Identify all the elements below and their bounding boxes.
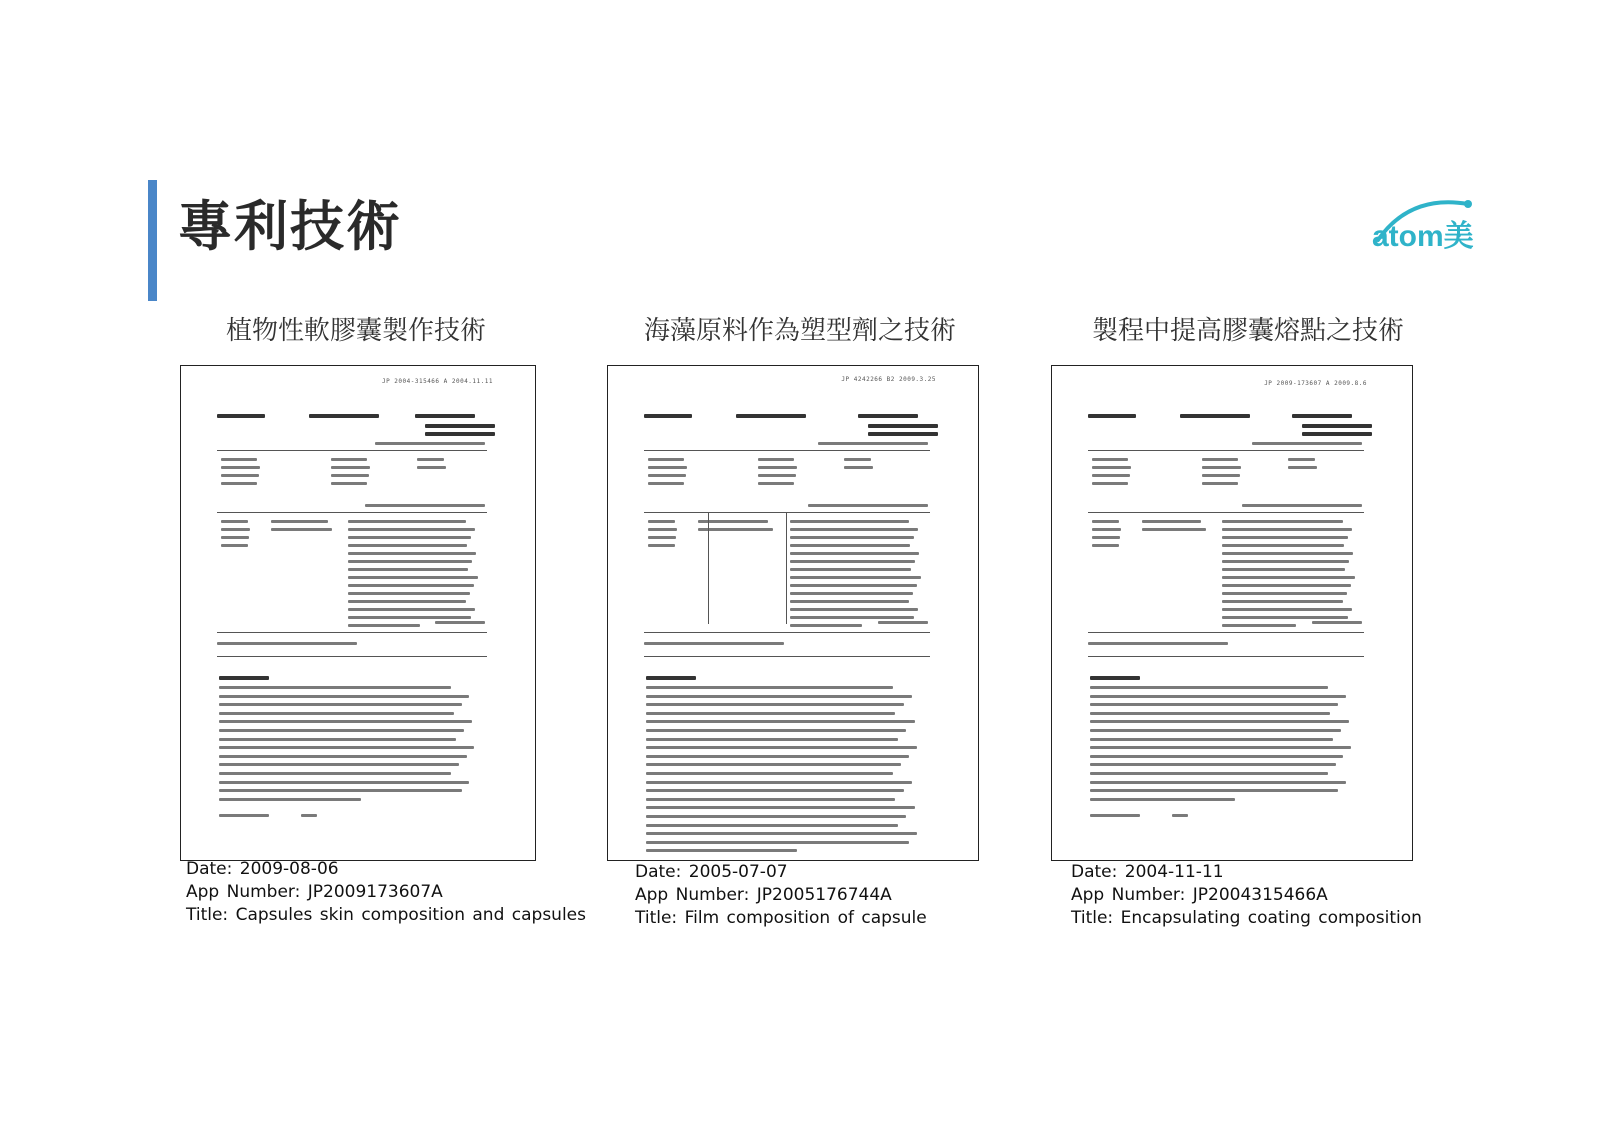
scanned-rule-line (1088, 656, 1364, 657)
scanned-text-line (1092, 536, 1120, 539)
scanned-text-line (646, 695, 912, 698)
page-title: 專利技術 (178, 195, 402, 258)
scanned-text-line (758, 458, 794, 461)
scanned-text-line (348, 520, 466, 523)
scanned-text-line (1312, 621, 1362, 624)
scanned-text-line (736, 414, 806, 418)
scanned-text-line (646, 815, 906, 818)
scanned-text-line (348, 624, 420, 627)
scanned-text-line (1142, 520, 1201, 523)
app-number-line: App Number: JP2009173607A (186, 882, 443, 902)
scanned-text-line (1088, 642, 1228, 645)
scanned-text-line (309, 414, 379, 418)
scanned-text-line (348, 608, 475, 611)
scanned-text-line (646, 676, 696, 680)
scanned-text-line (348, 576, 478, 579)
scanned-text-line (219, 789, 462, 792)
scanned-text-line (1090, 746, 1351, 749)
scanned-text-line (646, 789, 904, 792)
column-1-metadata (186, 858, 586, 927)
scanned-text-line (1090, 814, 1140, 817)
scanned-text-line (219, 738, 456, 741)
date-line: Date: 2005-07-07 (635, 862, 788, 882)
scanned-rule-line (217, 450, 487, 451)
scanned-text-line (648, 466, 687, 469)
scanned-text-line (1090, 798, 1235, 801)
scanned-text-line (348, 560, 473, 563)
scanned-text-line (219, 676, 269, 680)
scanned-text-line (648, 458, 684, 461)
scanned-rule-line (644, 632, 930, 633)
scanned-rule-line (708, 512, 709, 624)
scanned-text-line (646, 763, 901, 766)
scanned-text-line (348, 600, 466, 603)
app-number-line: App Number: JP2004315466A (1071, 885, 1328, 905)
scanned-text-line (219, 772, 451, 775)
scanned-text-line (1202, 466, 1241, 469)
app-number-value: JP2005176744A (756, 885, 892, 905)
scanned-text-line (790, 528, 918, 531)
scanned-text-line (1090, 781, 1346, 784)
scanned-text-line (790, 584, 917, 587)
scanned-text-line (1302, 432, 1372, 436)
title-value: Encapsulating coating composition (1120, 908, 1422, 928)
scanned-text-line (646, 746, 917, 749)
column-1-heading: 植物性軟膠囊製作技術 (225, 316, 487, 346)
scanned-text-line (1090, 695, 1346, 698)
scanned-text-line (1092, 544, 1119, 547)
date-value: 2004-11-11 (1124, 862, 1224, 882)
scanned-text-line (646, 729, 906, 732)
scanned-text-line (790, 576, 921, 579)
scanned-text-line (221, 474, 259, 477)
scanned-text-line (648, 474, 686, 477)
scanned-text-line (808, 504, 928, 507)
scanned-text-line (758, 466, 797, 469)
scanned-text-line (219, 720, 472, 723)
column-3-metadata (1071, 861, 1422, 930)
scanned-text-line (219, 729, 464, 732)
scanned-rule-line (1088, 450, 1364, 451)
scanned-text-line (1222, 624, 1296, 627)
scanned-text-line (1180, 414, 1250, 418)
scanned-text-line (1090, 763, 1336, 766)
scanned-text-line (648, 528, 677, 531)
scanned-text-line (425, 432, 495, 436)
scanned-text-line (1090, 738, 1333, 741)
app-number-line: App Number: JP2005176744A (635, 885, 892, 905)
scanned-text-line (758, 474, 796, 477)
scanned-text-line (1222, 600, 1343, 603)
scanned-text-line (417, 458, 444, 461)
scanned-text-line (221, 528, 250, 531)
title-value: Film composition of capsule (684, 908, 927, 928)
scanned-text-line (868, 432, 938, 436)
patent-document-image-3 (1051, 365, 1413, 861)
scanned-text-line (646, 738, 898, 741)
scanned-text-line (1302, 424, 1372, 428)
scanned-text-line (1092, 474, 1130, 477)
title-value: Capsules skin composition and capsules (235, 905, 586, 925)
scanned-text-line (365, 504, 485, 507)
scanned-text-line (1142, 528, 1206, 531)
scanned-text-line (348, 584, 474, 587)
scanned-text-line (1092, 528, 1121, 531)
scanned-text-line (1222, 520, 1343, 523)
app-number-value: JP2004315466A (1192, 885, 1328, 905)
scanned-text-line (348, 552, 477, 555)
scanned-text-line (1092, 482, 1128, 485)
scanned-text-line (217, 642, 357, 645)
scanned-text-line (790, 552, 920, 555)
scanned-text-line (698, 528, 773, 531)
scanned-text-line (1090, 703, 1338, 706)
scanned-text-line (646, 755, 909, 758)
scanned-text-line (1090, 720, 1349, 723)
scanned-text-line (648, 482, 684, 485)
scanned-text-line (375, 442, 485, 445)
scanned-text-line (1090, 712, 1330, 715)
scanned-text-line (348, 592, 470, 595)
scanned-text-line (648, 520, 675, 523)
scanned-text-line (1222, 608, 1352, 611)
scanned-text-line (348, 528, 475, 531)
doc-header-number: JP 2004-315466 A 2004.11.11 (381, 378, 493, 385)
scanned-text-line (818, 442, 928, 445)
doc-header-number: JP 2009-173607 A 2009.8.6 (1264, 380, 1367, 387)
patent-document-image-1 (180, 365, 536, 861)
scanned-text-line (221, 520, 248, 523)
doc-header-number: JP 4242266 B2 2009.3.25 (841, 376, 936, 383)
scanned-text-line (646, 720, 915, 723)
scanned-text-line (644, 642, 784, 645)
scanned-text-line (271, 520, 328, 523)
scanned-text-line (331, 482, 367, 485)
scanned-text-line (1222, 576, 1355, 579)
scanned-text-line (790, 568, 912, 571)
title-accent-bar (148, 180, 157, 301)
scanned-text-line (219, 814, 269, 817)
scanned-text-line (219, 781, 469, 784)
scanned-text-line (1222, 528, 1352, 531)
scanned-text-line (348, 544, 467, 547)
date-line: Date: 2009-08-06 (186, 859, 339, 879)
scanned-text-line (1288, 458, 1315, 461)
scanned-text-line (1202, 458, 1238, 461)
column-2-heading: 海藻原料作為塑型劑之技術 (643, 316, 957, 346)
scanned-text-line (1092, 520, 1119, 523)
scanned-text-line (1092, 466, 1131, 469)
scanned-text-line (1172, 814, 1188, 817)
patent-document-image-2 (607, 365, 979, 861)
scanned-text-line (1222, 552, 1354, 555)
scanned-text-line (646, 824, 898, 827)
scanned-text-line (1090, 729, 1341, 732)
scanned-rule-line (644, 512, 930, 513)
scanned-text-line (868, 424, 938, 428)
scanned-text-line (221, 458, 257, 461)
date-value: 2005-07-07 (688, 862, 788, 882)
scanned-text-line (271, 528, 332, 531)
logo-text: atom美 (1372, 220, 1474, 253)
scanned-text-line (219, 798, 361, 801)
scanned-text-line (219, 703, 462, 706)
scanned-text-line (219, 746, 474, 749)
scanned-text-line (646, 772, 893, 775)
scanned-text-line (790, 520, 909, 523)
scanned-text-line (221, 482, 257, 485)
scanned-text-line (646, 832, 917, 835)
scanned-text-line (1202, 474, 1240, 477)
scanned-text-line (1242, 504, 1362, 507)
scanned-text-line (425, 424, 495, 428)
scanned-rule-line (1088, 632, 1364, 633)
scanned-text-line (790, 624, 863, 627)
title-line: Title: Encapsulating coating composition (1071, 908, 1422, 928)
scanned-text-line (219, 755, 467, 758)
scanned-text-line (415, 414, 475, 418)
scanned-text-line (844, 466, 873, 469)
scanned-text-line (221, 466, 260, 469)
scanned-text-line (1090, 686, 1328, 689)
scanned-text-line (348, 616, 471, 619)
scanned-text-line (646, 712, 895, 715)
scanned-text-line (219, 695, 469, 698)
scanned-rule-line (1088, 512, 1364, 513)
scanned-text-line (858, 414, 918, 418)
scanned-text-line (331, 458, 367, 461)
scanned-text-line (1222, 536, 1348, 539)
scanned-text-line (1090, 772, 1328, 775)
scanned-text-line (790, 616, 914, 619)
scanned-rule-line (217, 512, 487, 513)
scanned-text-line (1090, 755, 1343, 758)
scanned-text-line (1222, 568, 1346, 571)
scanned-text-line (878, 621, 928, 624)
atom-logo (1370, 190, 1480, 270)
scanned-rule-line (786, 512, 787, 624)
scanned-text-line (646, 849, 797, 852)
scanned-text-line (221, 536, 249, 539)
scanned-text-line (758, 482, 794, 485)
scanned-text-line (1088, 414, 1136, 418)
scanned-text-line (1092, 458, 1128, 461)
scanned-text-line (644, 414, 692, 418)
scanned-text-line (790, 536, 914, 539)
scanned-text-line (1222, 560, 1350, 563)
scanned-text-line (1090, 789, 1338, 792)
scanned-text-line (417, 466, 446, 469)
scanned-text-line (1292, 414, 1352, 418)
scanned-text-line (1222, 616, 1348, 619)
scanned-text-line (1222, 544, 1344, 547)
scanned-text-line (646, 806, 915, 809)
scanned-text-line (646, 781, 912, 784)
title-line: Title: Film composition of capsule (635, 908, 927, 928)
scanned-text-line (1222, 592, 1347, 595)
scanned-text-line (348, 536, 471, 539)
scanned-rule-line (217, 656, 487, 657)
scanned-text-line (301, 814, 317, 817)
scanned-rule-line (217, 632, 487, 633)
scanned-text-line (648, 536, 676, 539)
scanned-text-line (790, 560, 916, 563)
scanned-text-line (331, 466, 370, 469)
scanned-text-line (646, 686, 893, 689)
scanned-text-line (348, 568, 469, 571)
title-line: Title: Capsules skin composition and capsules (186, 905, 586, 925)
scanned-text-line (790, 544, 910, 547)
scanned-text-line (1252, 442, 1362, 445)
scanned-text-line (331, 474, 369, 477)
scanned-text-line (1222, 584, 1351, 587)
scanned-rule-line (644, 450, 930, 451)
scanned-text-line (435, 621, 485, 624)
scanned-text-line (1090, 676, 1140, 680)
scanned-text-line (790, 608, 918, 611)
scanned-text-line (646, 798, 895, 801)
scanned-text-line (844, 458, 871, 461)
scanned-text-line (217, 414, 265, 418)
scanned-text-line (219, 686, 451, 689)
scanned-text-line (221, 544, 248, 547)
date-value: 2009-08-06 (239, 859, 339, 879)
scanned-text-line (646, 703, 904, 706)
scanned-text-line (1288, 466, 1317, 469)
scanned-text-line (646, 841, 909, 844)
date-line: Date: 2004-11-11 (1071, 862, 1224, 882)
app-number-value: JP2009173607A (307, 882, 443, 902)
scanned-text-line (219, 763, 459, 766)
column-3-heading: 製程中提高膠囊熔點之技術 (1091, 316, 1405, 346)
scanned-text-line (790, 600, 909, 603)
scanned-text-line (1202, 482, 1238, 485)
column-2-metadata (635, 861, 927, 930)
scanned-text-line (790, 592, 913, 595)
scanned-text-line (219, 712, 454, 715)
scanned-rule-line (644, 656, 930, 657)
scanned-text-line (648, 544, 675, 547)
